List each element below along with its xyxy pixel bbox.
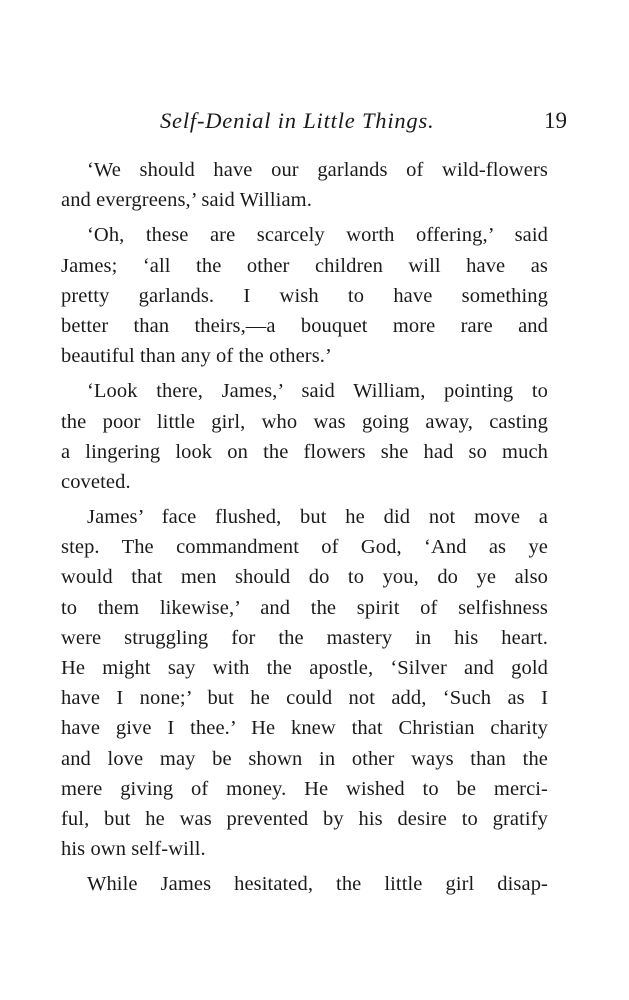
text-line: have I none;’ but he could not add, ‘Such as I — [61, 687, 548, 710]
page-number: 19 — [544, 108, 567, 133]
text-line: mere giving of money. He wished to be merci- — [61, 777, 548, 800]
body-text — [61, 155, 548, 905]
text-line: coveted. — [61, 470, 131, 493]
text-line: step. The commandment of God, ‘And as ye — [61, 536, 548, 559]
text-line: and love may be shown in other ways than the — [61, 747, 548, 770]
text-line: his own self-will. — [61, 838, 206, 861]
text-line: better than theirs,—a bouquet more rare and — [61, 314, 548, 337]
text-line: James; ‘all the other children will have as — [61, 254, 548, 277]
paragraph — [61, 502, 548, 864]
text-line: ful, but he was prevented by his desire to gratify — [61, 807, 548, 830]
text-line: and evergreens,’ said William. — [61, 189, 312, 212]
text-line: a lingering look on the flowers she had so much — [61, 440, 548, 463]
paragraph — [61, 220, 548, 371]
text-line: ‘Oh, these are scarcely worth offering,’ said — [87, 224, 548, 247]
text-line: While James hesitated, the little girl disap- — [87, 873, 548, 896]
paragraph — [61, 376, 548, 497]
text-line: have give I thee.’ He knew that Christian charity — [61, 717, 548, 740]
text-line: James’ face flushed, but he did not move a — [87, 506, 548, 529]
text-line: were struggling for the mastery in his heart. — [61, 626, 548, 649]
text-line: to them likewise,’ and the spirit of selfishness — [61, 596, 548, 619]
text-line: the poor little girl, who was going away, casting — [61, 410, 548, 433]
paragraph — [61, 155, 548, 215]
text-line: He might say with the apostle, ‘Silver and gold — [61, 657, 548, 679]
paragraph — [61, 869, 548, 899]
text-line: would that men should do to you, do ye also — [61, 566, 548, 589]
text-line: ‘Look there, James,’ said William, pointing to — [87, 380, 548, 403]
running-head — [60, 104, 570, 138]
text-line: beautiful than any of the others.’ — [61, 345, 332, 368]
text-line: pretty garlands. I wish to have something — [61, 284, 548, 307]
text-line: ‘We should have our garlands of wild-flowers — [87, 159, 548, 181]
running-title: Self-Denial in Little Things. — [160, 108, 435, 133]
